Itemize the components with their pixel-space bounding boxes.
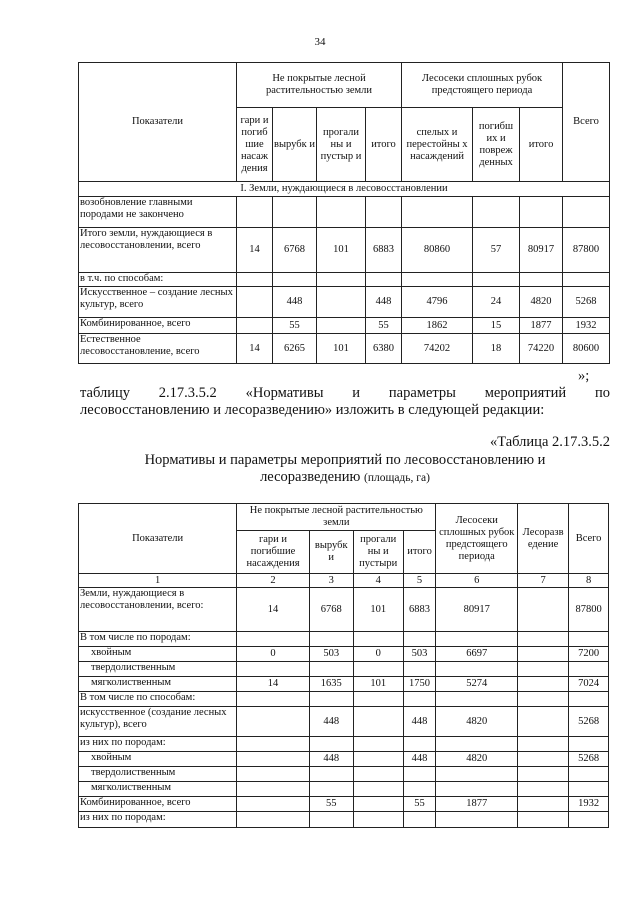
cell-value — [436, 782, 518, 797]
cell-value — [237, 767, 310, 782]
cell-value: 6697 — [436, 647, 518, 662]
row-label: твердолиственным — [79, 767, 237, 782]
cell-value — [353, 692, 403, 707]
cell-value — [237, 797, 310, 812]
table-row — [79, 197, 610, 228]
cell-value: 18 — [473, 334, 520, 364]
paragraph-line: таблицу 2.17.3.5.2 «Нормативы и параметры мероприятий по — [80, 385, 610, 401]
cell-value — [309, 782, 353, 797]
cell-value — [309, 812, 353, 828]
cell-value — [402, 273, 473, 287]
cell-value — [237, 662, 310, 677]
table-row — [79, 588, 609, 632]
table-row — [79, 334, 610, 364]
cell-value — [569, 737, 609, 752]
cell-value — [237, 752, 310, 767]
table-row — [79, 782, 609, 797]
header-total: Всего — [563, 63, 610, 182]
cell-value — [353, 767, 403, 782]
cell-value — [518, 588, 569, 632]
table-title-text: лесоразведению — [260, 469, 361, 485]
row-label: хвойным — [79, 752, 237, 767]
cell-value — [353, 632, 403, 647]
cell-value — [518, 797, 569, 812]
cell-value: 14 — [237, 228, 273, 273]
cell-value: 7200 — [569, 647, 609, 662]
table-row — [79, 812, 609, 828]
cell-value — [309, 692, 353, 707]
cell-value — [403, 812, 436, 828]
cell-value — [436, 737, 518, 752]
cell-value: 1877 — [436, 797, 518, 812]
table-row — [79, 662, 609, 677]
cell-value — [518, 812, 569, 828]
cell-value — [237, 692, 310, 707]
cell-value — [403, 767, 436, 782]
cell-value — [317, 197, 366, 228]
table-row — [79, 752, 609, 767]
cell-value — [518, 647, 569, 662]
table-row — [79, 318, 610, 334]
table-row — [79, 647, 609, 662]
cell-value: 14 — [237, 588, 310, 632]
row-label: из них по породам: — [79, 812, 237, 828]
table-regeneration-norms — [78, 503, 609, 828]
cell-value — [237, 197, 273, 228]
table-row — [79, 737, 609, 752]
table-caption: «Таблица 2.17.3.5.2 — [489, 434, 610, 450]
cell-value — [563, 197, 610, 228]
cell-value: 1932 — [563, 318, 610, 334]
paragraph-line: лесовосстановлению и лесоразведению» изложить в следующей редакции: — [80, 402, 545, 418]
header-clear-cuttings: Лесосеки сплошных рубок предстоящего периода — [402, 63, 563, 108]
cell-value — [237, 782, 310, 797]
cell-value: 6883 — [403, 588, 436, 632]
cell-value — [237, 632, 310, 647]
header-glades: прогали ны и пустыр и — [317, 108, 366, 182]
header-indicators: Показатели — [79, 63, 237, 182]
column-number: 5 — [403, 574, 436, 588]
cell-value: 87800 — [569, 588, 609, 632]
cell-value — [403, 782, 436, 797]
header-clearings: вырубк и — [273, 108, 317, 182]
header-total: Всего — [569, 504, 609, 574]
cell-value: 4820 — [520, 287, 563, 318]
cell-value: 5268 — [563, 287, 610, 318]
cell-value: 14 — [237, 334, 273, 364]
table-body — [79, 588, 609, 828]
cell-value: 101 — [317, 334, 366, 364]
cell-value: 5268 — [569, 707, 609, 737]
cell-value — [366, 197, 402, 228]
header-clearings: вырубк и — [309, 531, 353, 574]
table-row — [79, 228, 610, 273]
cell-value — [309, 662, 353, 677]
cell-value: 87800 — [563, 228, 610, 273]
table-row — [79, 632, 609, 647]
cell-value: 5274 — [436, 677, 518, 692]
table-row — [79, 797, 609, 812]
cell-value: 1877 — [520, 318, 563, 334]
header-afforestation: Лесоразв едение — [518, 504, 569, 574]
cell-value — [353, 812, 403, 828]
column-number: 1 — [79, 574, 237, 588]
cell-value — [237, 273, 273, 287]
cell-value — [518, 737, 569, 752]
header-mature: спелых и перестойны х насаждений — [402, 108, 473, 182]
cell-value — [237, 707, 310, 737]
cell-value: 503 — [309, 647, 353, 662]
cell-value: 4820 — [436, 752, 518, 767]
cell-value — [237, 737, 310, 752]
cell-value: 5268 — [569, 752, 609, 767]
cell-value: 55 — [309, 797, 353, 812]
cell-value — [569, 662, 609, 677]
table-body — [79, 197, 610, 364]
table-row — [79, 287, 610, 318]
cell-value — [569, 632, 609, 647]
row-label: мягколиственным — [79, 782, 237, 797]
cell-value: 448 — [309, 707, 353, 737]
header-uncovered-lands: Не покрытые лесной растительностью земли — [237, 63, 402, 108]
row-label: В том числе по породам: — [79, 632, 237, 647]
header-uncovered-lands: Не покрытые лесной растительностью земли — [237, 504, 436, 531]
cell-value: 448 — [366, 287, 402, 318]
cell-value: 101 — [353, 588, 403, 632]
table-unit: (площадь, га) — [364, 472, 430, 484]
row-label: искусственное (создание лесных культур), всего — [79, 707, 237, 737]
row-label: возобновление главными породами не закончено — [79, 197, 237, 228]
cell-value: 503 — [403, 647, 436, 662]
cell-value — [317, 318, 366, 334]
cell-value — [518, 632, 569, 647]
cell-value: 6768 — [309, 588, 353, 632]
row-label: Итого земли, нуждающиеся в лесовосстановлении, всего — [79, 228, 237, 273]
cell-value: 0 — [353, 647, 403, 662]
cell-value — [518, 782, 569, 797]
cell-value: 74220 — [520, 334, 563, 364]
cell-value: 1932 — [569, 797, 609, 812]
cell-value — [353, 752, 403, 767]
cell-value: 448 — [403, 707, 436, 737]
cell-value — [353, 662, 403, 677]
cell-value — [317, 273, 366, 287]
cell-value: 6768 — [273, 228, 317, 273]
header-dead: погибш их и повреж денных — [473, 108, 520, 182]
table-title: Нормативы и параметры мероприятий по лесовосстановлению и — [144, 452, 546, 468]
table-row — [79, 767, 609, 782]
cell-value: 4820 — [436, 707, 518, 737]
cell-value — [353, 737, 403, 752]
column-numbers-row — [79, 574, 609, 588]
row-label: Комбинированное, всего — [79, 318, 237, 334]
row-label: мягколиственным — [79, 677, 237, 692]
cell-value — [569, 812, 609, 828]
cell-value — [518, 692, 569, 707]
cell-value — [436, 632, 518, 647]
row-label: Комбинированное, всего — [79, 797, 237, 812]
column-number: 3 — [309, 574, 353, 588]
cell-value: 55 — [273, 318, 317, 334]
cell-value — [353, 782, 403, 797]
cell-value: 14 — [237, 677, 310, 692]
cell-value — [520, 197, 563, 228]
cell-value: 4796 — [402, 287, 473, 318]
cell-value — [520, 273, 563, 287]
header-burned: гари и погиб шие насаж дения — [237, 108, 273, 182]
table-row — [79, 273, 610, 287]
column-number: 2 — [237, 574, 310, 588]
cell-value: 1635 — [309, 677, 353, 692]
cell-value — [518, 752, 569, 767]
cell-value — [436, 767, 518, 782]
cell-value — [403, 737, 436, 752]
cell-value — [473, 273, 520, 287]
cell-value: 24 — [473, 287, 520, 318]
cell-value — [403, 662, 436, 677]
cell-value — [518, 707, 569, 737]
cell-value: 6883 — [366, 228, 402, 273]
cell-value: 0 — [237, 647, 310, 662]
row-label: в т.ч. по способам: — [79, 273, 237, 287]
cell-value — [309, 632, 353, 647]
cell-value — [518, 677, 569, 692]
cell-value — [317, 287, 366, 318]
table-land-regeneration — [78, 62, 610, 364]
table-row — [79, 707, 609, 737]
cell-value — [309, 767, 353, 782]
column-number: 4 — [353, 574, 403, 588]
cell-value: 55 — [403, 797, 436, 812]
cell-value — [569, 782, 609, 797]
header-subtotal: итого — [520, 108, 563, 182]
cell-value — [436, 692, 518, 707]
cell-value: 448 — [273, 287, 317, 318]
cell-value — [563, 273, 610, 287]
cell-value — [353, 707, 403, 737]
cell-value: 7024 — [569, 677, 609, 692]
cell-value: 101 — [317, 228, 366, 273]
cell-value — [309, 737, 353, 752]
cell-value — [403, 692, 436, 707]
row-label: Искусственное – создание лесных культур, всего — [79, 287, 237, 318]
table-row — [79, 692, 609, 707]
cell-value: 101 — [353, 677, 403, 692]
row-label: из них по породам: — [79, 737, 237, 752]
cell-value — [473, 197, 520, 228]
cell-value — [518, 767, 569, 782]
header-subtotal: итого — [366, 108, 402, 182]
cell-value — [402, 197, 473, 228]
cell-value: 6265 — [273, 334, 317, 364]
cell-value — [273, 197, 317, 228]
cell-value — [518, 662, 569, 677]
cell-value — [569, 767, 609, 782]
cell-value — [237, 812, 310, 828]
cell-value: 55 — [366, 318, 402, 334]
column-number: 8 — [569, 574, 609, 588]
row-label: В том числе по способам: — [79, 692, 237, 707]
cell-value: 1862 — [402, 318, 473, 334]
header-indicators: Показатели — [79, 504, 237, 574]
cell-value — [353, 797, 403, 812]
page-number: 34 — [314, 36, 326, 48]
cell-value: 74202 — [402, 334, 473, 364]
table-row — [79, 677, 609, 692]
header-burned: гари и погибшие насаждения — [237, 531, 310, 574]
row-label: твердолиственным — [79, 662, 237, 677]
closing-quote: »; — [578, 368, 590, 384]
cell-value: 1750 — [403, 677, 436, 692]
cell-value: 448 — [309, 752, 353, 767]
cell-value — [569, 692, 609, 707]
cell-value — [237, 287, 273, 318]
header-glades: прогали ны и пустыри — [353, 531, 403, 574]
header-subtotal: итого — [403, 531, 436, 574]
cell-value: 80917 — [520, 228, 563, 273]
cell-value — [436, 812, 518, 828]
row-label: Естественное лесовосстановление, всего — [79, 334, 237, 364]
cell-value: 80860 — [402, 228, 473, 273]
cell-value — [366, 273, 402, 287]
section-title: I. Земли, нуждающиеся в лесовосстановлении — [79, 182, 610, 197]
cell-value: 15 — [473, 318, 520, 334]
cell-value — [403, 632, 436, 647]
cell-value — [237, 318, 273, 334]
cell-value — [273, 273, 317, 287]
column-number: 7 — [518, 574, 569, 588]
cell-value: 57 — [473, 228, 520, 273]
cell-value: 448 — [403, 752, 436, 767]
cell-value: 80917 — [436, 588, 518, 632]
cell-value — [436, 662, 518, 677]
row-label: Земли, нуждающиеся в лесовосстановлении, всего: — [79, 588, 237, 632]
row-label: хвойным — [79, 647, 237, 662]
cell-value: 6380 — [366, 334, 402, 364]
header-clear-cuttings: Лесосеки сплошных рубок предстоящего периода — [436, 504, 518, 574]
column-number: 6 — [436, 574, 518, 588]
table-title-line2 — [80, 469, 610, 487]
cell-value: 80600 — [563, 334, 610, 364]
